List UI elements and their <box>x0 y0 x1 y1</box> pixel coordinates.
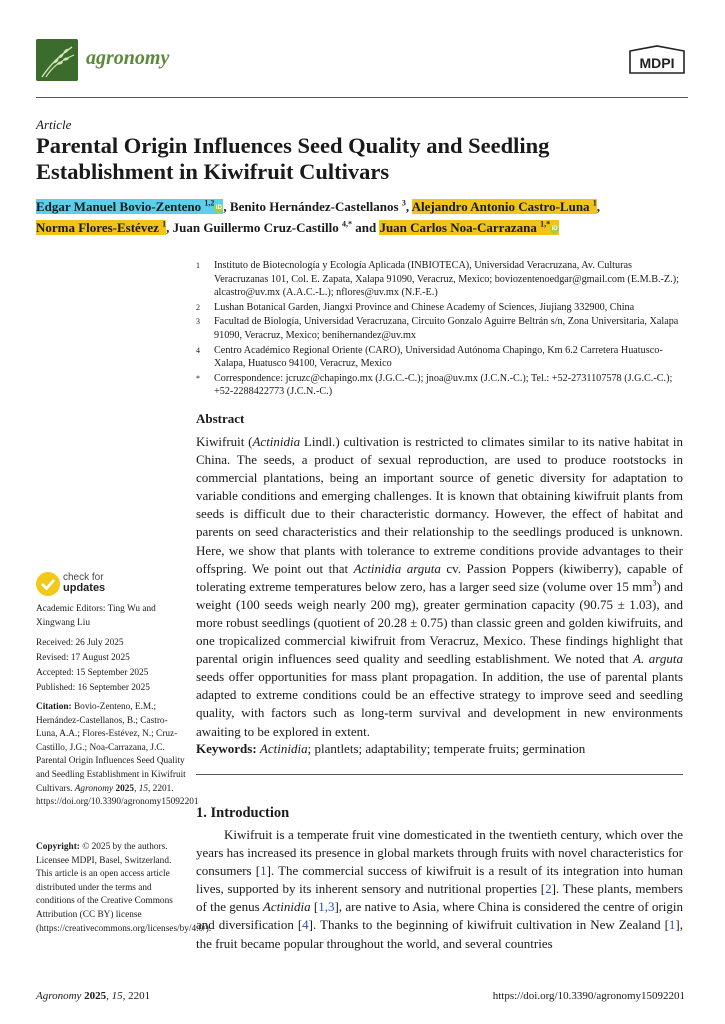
author-5[interactable]: Juan Guillermo Cruz-Castillo $^{4,*}$ <box>172 219 352 235</box>
reference-link[interactable]: 4 <box>302 917 309 933</box>
published-date: Published: 16 September 2025 <box>36 683 150 693</box>
page-title: Parental Origin Influences Seed Quality and Seedling Establishment in Kiwifruit Cultivars <box>36 133 550 184</box>
introduction-text: Kiwifruit is a temperate fruit vine domesticated in the twentieth century, which over the years has increased its presence in global markets through fruits with novel characteristics for consumers [1]. The commercial success of kiwifruit is a result of its integration into human lives, supported by its inherent sensory and nutritional properties [2]. These plants, members of the genus Actinidia [1,3], are native to Asia, where China is considered the centre of origin and diversification [4]. Thanks to the beginning of kiwifruit cultivation in New Zealand [1], the fruit became popular throughout the world, and several countries <box>196 827 684 951</box>
mdpi-logo-icon <box>626 45 688 75</box>
reference-link[interactable]: 2 <box>545 881 552 897</box>
academic-editors: Academic Editors: Ting Wu and Xingwang Liu <box>36 604 156 628</box>
affiliation-item: 2 Lushan Botanical Garden, Jiangxi Province and Chinese Academy of Sciences, Jiujiang 332900, China <box>196 301 635 313</box>
abstract-text: Kiwifruit (Actinidia Lindl.) cultivation is restricted to climates similar to its native habitat in China. The seeds, a product of sexual reproduction, are used to produce rootstocks in commercial plantations, being an important source of genetic diversity for adaptation to variable conditions and emerging challenges. It is known that obtaining kiwifruit plants from seeds is difficult due to their characteristic dormancy. However, the effect of habitat and parents on seed characteristics and their relationship to the seedlings produced is unknown. Here, we show that plants with tolerance to extreme conditions provide advantages to their offspring. We point out that Actinidia arguta cv. Passion Poppers (kiwiberry), capable of tolerating extreme temperatures below zero, has a larger seed size (volume over 15 $mm^3$) and weight (100 seeds weigh nearly 200 mg), greater germination capacity (90.75 ± 1.03), and more robust seedlings (quotient of 20.28 ± 0.75) than classic green and golden kiwifruits, and one tropicalized commercial kiwifruit from Veracruz, Mexico. These findings highlight that parental origin influences seed quality and seedling establishment. We noted that A. arguta seeds offer opportunities for mass plant propagation. In addition, the use of parental plants adapted to extreme conditions could be an effective strategy to improve seed and seedling quality, with factors such as long-term survival and development in new environments awaiting to be explored in extent. <box>196 434 683 739</box>
reference-link[interactable]: 1 <box>260 863 267 879</box>
correspondence: * Correspondence: jcruzc@chapingo.mx (J.G.C.-C.); jnoa@uv.mx (J.C.N.-C.); Tel.: +52-2731107578 (J.G.C.-C.); +52-2288422773 (J.C.N.-C.) <box>196 372 673 398</box>
author-2[interactable]: Benito Hernández-Castellanos $^3$ <box>229 198 406 214</box>
journal-name: agronomy <box>86 47 170 69</box>
cfu-line1: check for <box>63 572 104 583</box>
check-for-updates-icon <box>36 572 60 596</box>
check-for-updates-button[interactable] <box>36 572 116 602</box>
keywords: Keywords: Actinidia; plantlets; adaptability; temperate fruits; germination <box>196 741 586 756</box>
affiliation-item: 1 Instituto de Biotecnología y Ecología Aplicada (INBIOTECA), Universidad Veracruzana, Av. Culturas Veracruzanas 101, Col. E. Zapata, Xalapa 91090, Veracruz, Mexico; boviozentenoedgar@gmail.com (E.M.B.-Z.); alcastro@uv.mx (A.A.C.-L.); nflores@uv.mx (N.F.-E.) <box>196 260 679 299</box>
author-conjunction: and <box>355 220 377 235</box>
author-4[interactable]: Norma Flores-Estévez $^1$ <box>36 219 167 235</box>
author-list: Edgar Manuel Bovio-Zenteno $^{1,2}$iD , Benito Hernández-Castellanos $^3$, Alejandro Antonio Castro-Luna $^1$, Norma Flores-Estévez $^1$, Juan Guillermo Cruz-Castillo $^{4,*}$ and Juan Carlos Noa-Carrazana $^{1,*}$iD <box>36 198 601 235</box>
cfu-line2: updates <box>63 582 106 594</box>
abstract-heading: Abstract <box>196 411 245 426</box>
orcid-icon[interactable]: iD <box>551 226 558 232</box>
reference-link[interactable]: 1 <box>668 917 676 933</box>
reference-link[interactable]: 1,3 <box>318 899 335 915</box>
article-type: Article <box>36 117 72 132</box>
keywords-divider <box>196 774 683 775</box>
received-date: Received: 26 July 2025 <box>36 638 124 648</box>
journal-logo <box>36 39 78 81</box>
mdpi-logo[interactable] <box>626 45 688 75</box>
author-1[interactable]: Edgar Manuel Bovio-Zenteno $^{1,2}$iD <box>36 198 222 214</box>
affiliations <box>196 259 686 400</box>
wheat-icon <box>36 39 78 81</box>
author-3[interactable]: Alejandro Antonio Castro-Luna $^1$ <box>411 198 597 214</box>
revised-date: Revised: 17 August 2025 <box>36 653 130 663</box>
affiliation-item: 3 Facultad de Biología, Universidad Veracruzana, Circuito Gonzalo Aguirre Beltrán s/n, Zona Universitaria, Xalapa 91090, Veracruz, Mexico; benihernandez@uv.mx <box>196 316 679 341</box>
footer-doi-link[interactable]: https://doi.org/10.3390/agronomy15092201 <box>492 990 685 1002</box>
affiliation-item: 4 Centro Académico Regional Oriente (CARO), Universidad Autónoma Chapingo, Km 6.2 Carretera Huatusco-Xalapa, Huatusco 94100, Veracruz, Mexico <box>196 344 663 370</box>
mdpi-logo-text: MDPI <box>639 55 675 71</box>
orcid-icon[interactable]: iD <box>215 205 222 211</box>
accepted-date: Accepted: 15 September 2025 <box>36 668 149 678</box>
footer-citation: Agronomy 2025, 15, 2201 <box>36 990 151 1002</box>
author-6[interactable]: Juan Carlos Noa-Carrazana $^{1,*}$iD <box>379 219 558 235</box>
header-divider <box>36 97 688 98</box>
citation: Citation: Bovio-Zenteno, E.M.; Hernández-Castellanos, B.; Castro-Luna, A.A.; Flores-Estévez, N.; Cruz-Castillo, J.G.; Noa-Carrazana, J.C. Parental Origin Influences Seed Quality and Seedling Establishment in Kiwifruit Cultivars. Agronomy 2025, 15, 2201. https://doi.org/10.3390/agronomy15092201 <box>36 702 199 808</box>
section-heading-introduction: 1. Introduction <box>196 805 290 821</box>
copyright: Copyright: © 2025 by the authors. Licensee MDPI, Basel, Switzerland. This article is an open access article distributed under the terms and conditions of the Creative Commons Attribution (CC BY) license (https://creativecommons.org/licenses/by/4.0/). <box>36 842 212 934</box>
